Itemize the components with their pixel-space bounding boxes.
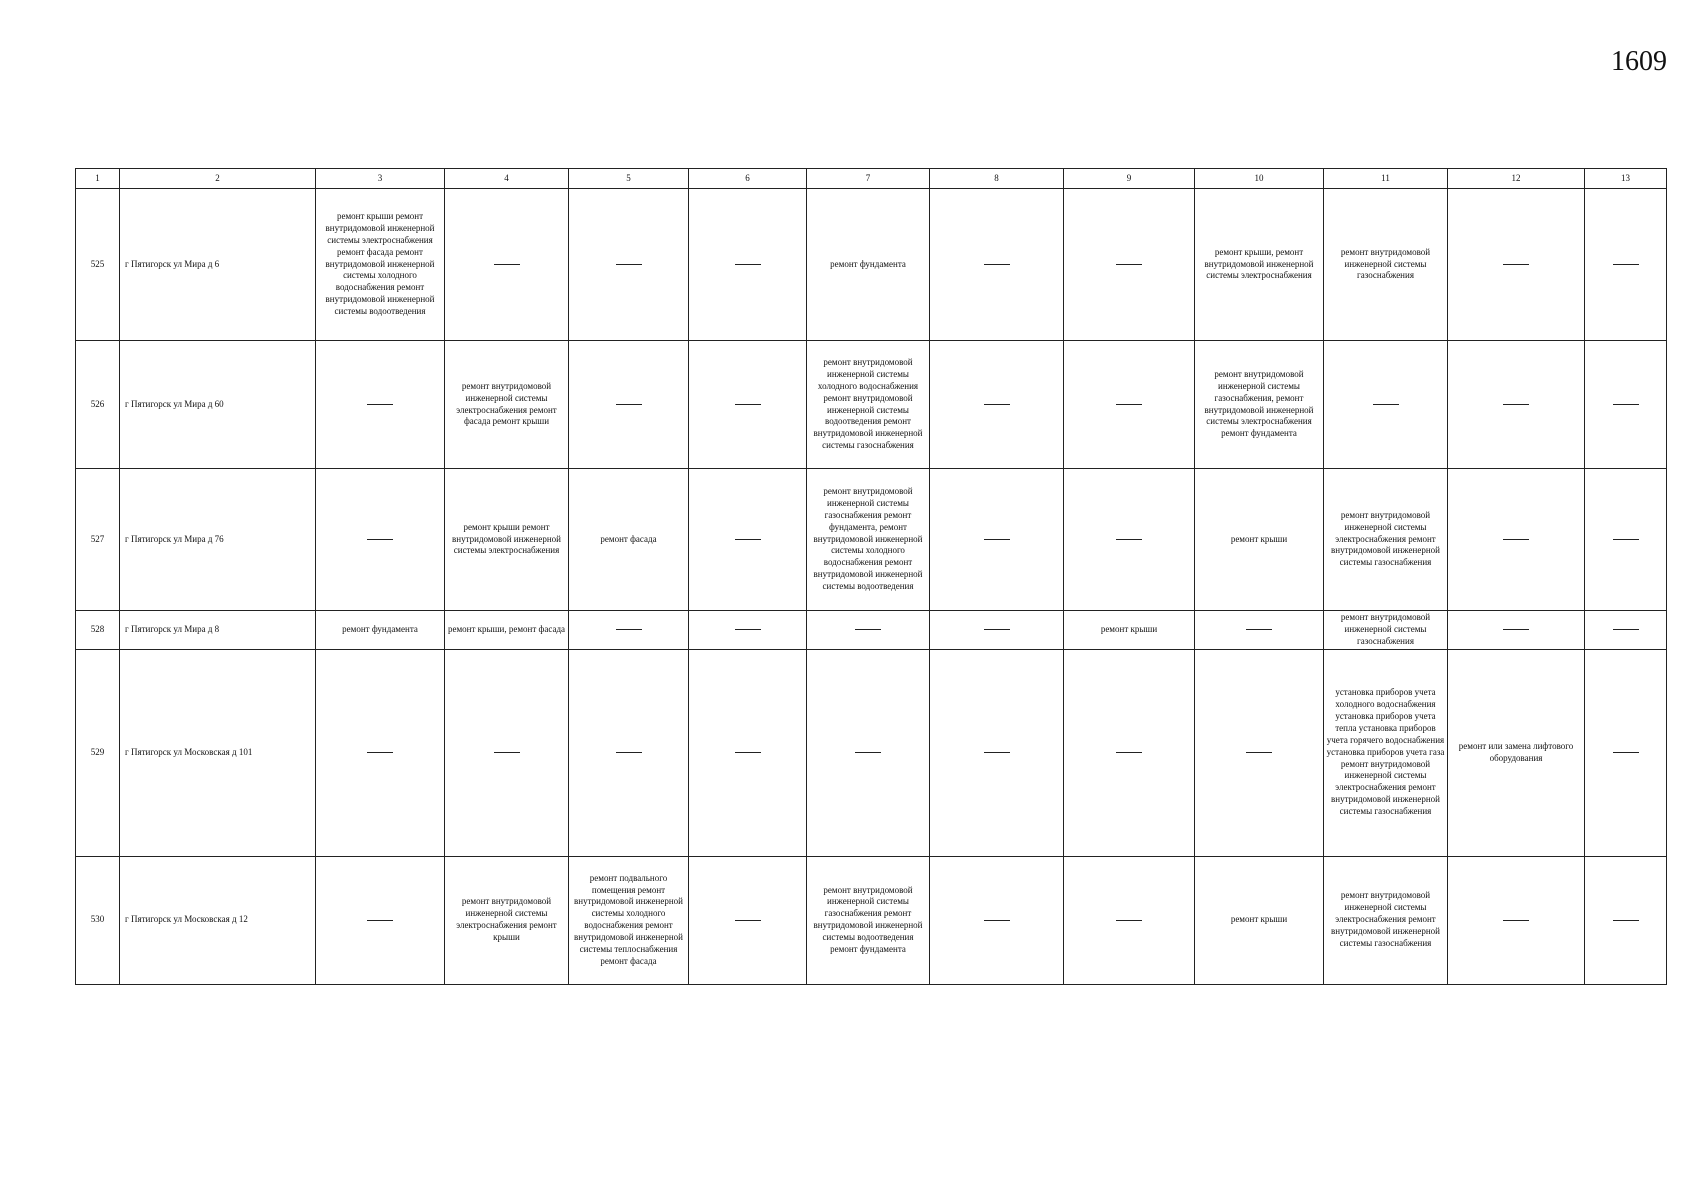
empty-dash	[1613, 752, 1639, 753]
empty-dash	[1613, 264, 1639, 265]
repair-schedule-table	[75, 168, 1667, 985]
table-cell: ремонт фасада	[569, 469, 689, 611]
table-cell	[1064, 856, 1195, 984]
table-cell: ремонт внутридомовой инженерной системы газоснабжения ремонт внутридомовой инженерной системы водоотведения ремонт фундамента	[807, 856, 930, 984]
empty-dash	[1613, 920, 1639, 921]
table-cell	[316, 469, 445, 611]
table-cell: ремонт подвального помещения ремонт внутридомовой инженерной системы холодного водоснабжения ремонт внутридомовой инженерной системы теплоснабжения ремонт фасада	[569, 856, 689, 984]
empty-dash	[984, 920, 1010, 921]
empty-dash	[1116, 404, 1142, 405]
empty-dash	[367, 920, 393, 921]
table-cell	[1448, 469, 1585, 611]
column-header: 2	[120, 169, 316, 189]
table-cell	[445, 189, 569, 341]
table-cell: ремонт крыши	[1195, 469, 1324, 611]
table-cell	[316, 341, 445, 469]
empty-dash	[1503, 539, 1529, 540]
table-cell	[689, 469, 807, 611]
empty-dash	[1116, 539, 1142, 540]
empty-dash	[1613, 404, 1639, 405]
empty-dash	[616, 752, 642, 753]
empty-dash	[735, 629, 761, 630]
table-row	[76, 469, 1667, 611]
table-cell	[930, 611, 1064, 650]
table-cell	[445, 649, 569, 856]
address-cell: г Пятигорск ул Мира д 8	[120, 611, 316, 650]
table-cell	[930, 856, 1064, 984]
table-cell	[316, 649, 445, 856]
table-row	[76, 341, 1667, 469]
empty-dash	[855, 752, 881, 753]
table-cell: ремонт крыши, ремонт фасада	[445, 611, 569, 650]
table-cell	[1064, 189, 1195, 341]
empty-dash	[1613, 629, 1639, 630]
empty-dash	[494, 752, 520, 753]
table-cell	[569, 649, 689, 856]
column-header: 12	[1448, 169, 1585, 189]
table-cell: ремонт внутридомовой инженерной системы холодного водоснабжения ремонт внутридомовой инженерной системы водоотведения ремонт внутридомовой инженерной системы газоснабжения	[807, 341, 930, 469]
table-cell	[930, 341, 1064, 469]
column-header: 8	[930, 169, 1064, 189]
table-cell	[1585, 189, 1667, 341]
table-cell	[930, 649, 1064, 856]
table-cell	[1448, 611, 1585, 650]
table-cell	[1064, 469, 1195, 611]
table-cell	[930, 469, 1064, 611]
table-cell: ремонт крыши	[1064, 611, 1195, 650]
table-cell	[807, 649, 930, 856]
table-cell: ремонт внутридомовой инженерной системы электроснабжения ремонт крыши	[445, 856, 569, 984]
table-row	[76, 189, 1667, 341]
empty-dash	[984, 539, 1010, 540]
empty-dash	[367, 752, 393, 753]
address-cell: г Пятигорск ул Мира д 76	[120, 469, 316, 611]
table-cell: ремонт крыши, ремонт внутридомовой инженерной системы электроснабжения	[1195, 189, 1324, 341]
column-header: 6	[689, 169, 807, 189]
table-cell: ремонт фундамента	[316, 611, 445, 650]
empty-dash	[616, 629, 642, 630]
header-row	[76, 169, 1667, 189]
address-cell: г Пятигорск ул Мира д 60	[120, 341, 316, 469]
column-header: 10	[1195, 169, 1324, 189]
table-cell: ремонт или замена лифтового оборудования	[1448, 649, 1585, 856]
page-number: 1609	[1611, 46, 1667, 77]
table-cell	[1585, 611, 1667, 650]
empty-dash	[984, 629, 1010, 630]
column-header: 4	[445, 169, 569, 189]
empty-dash	[1503, 404, 1529, 405]
address-cell: г Пятигорск ул Московская д 12	[120, 856, 316, 984]
empty-dash	[367, 404, 393, 405]
empty-dash	[984, 404, 1010, 405]
empty-dash	[616, 404, 642, 405]
table-cell	[1585, 341, 1667, 469]
table-row	[76, 649, 1667, 856]
empty-dash	[984, 264, 1010, 265]
table-cell	[689, 856, 807, 984]
table-cell	[689, 649, 807, 856]
empty-dash	[1246, 629, 1272, 630]
row-number: 525	[76, 189, 120, 341]
table-cell	[1585, 469, 1667, 611]
empty-dash	[1246, 752, 1272, 753]
column-header: 1	[76, 169, 120, 189]
table-cell	[1585, 649, 1667, 856]
table-cell	[1448, 189, 1585, 341]
column-header: 7	[807, 169, 930, 189]
row-number: 527	[76, 469, 120, 611]
row-number: 529	[76, 649, 120, 856]
table-cell	[930, 189, 1064, 341]
empty-dash	[1613, 539, 1639, 540]
table-cell: установка приборов учета холодного водоснабжения установка приборов учета тепла установка приборов учета горячего водоснабжения установка приборов учета газа ремонт внутридомовой инженерной системы электроснабжения ремонт внутридомовой инженерной системы газоснабжения	[1324, 649, 1448, 856]
table-cell: ремонт внутридомовой инженерной системы электроснабжения ремонт внутридомовой инженерной системы газоснабжения	[1324, 856, 1448, 984]
table-cell	[689, 341, 807, 469]
table-row	[76, 611, 1667, 650]
table-cell: ремонт фундамента	[807, 189, 930, 341]
empty-dash	[1116, 920, 1142, 921]
column-header: 9	[1064, 169, 1195, 189]
empty-dash	[855, 629, 881, 630]
empty-dash	[616, 264, 642, 265]
empty-dash	[984, 752, 1010, 753]
empty-dash	[1373, 404, 1399, 405]
empty-dash	[735, 539, 761, 540]
row-number: 528	[76, 611, 120, 650]
table-cell	[316, 856, 445, 984]
table-cell: ремонт крыши ремонт внутридомовой инженерной системы электроснабжения ремонт фасада ремонт внутридомовой инженерной системы холодного водоснабжения ремонт внутридомовой инженерной системы водоотведения	[316, 189, 445, 341]
table-cell	[807, 611, 930, 650]
column-header: 13	[1585, 169, 1667, 189]
table-row	[76, 856, 1667, 984]
table-cell	[689, 189, 807, 341]
column-header: 3	[316, 169, 445, 189]
table-cell	[1195, 649, 1324, 856]
table-cell: ремонт крыши ремонт внутридомовой инженерной системы электроснабжения	[445, 469, 569, 611]
table-cell	[1064, 341, 1195, 469]
table-cell	[689, 611, 807, 650]
table-cell	[1324, 341, 1448, 469]
empty-dash	[494, 264, 520, 265]
table-cell	[569, 341, 689, 469]
empty-dash	[1503, 629, 1529, 630]
table-cell	[569, 611, 689, 650]
empty-dash	[735, 264, 761, 265]
empty-dash	[1503, 264, 1529, 265]
table-cell	[569, 189, 689, 341]
table-cell: ремонт внутридомовой инженерной системы газоснабжения ремонт фундамента, ремонт внутридомовой инженерной системы холодного водоснабжения ремонт внутридомовой инженерной системы водоотведения	[807, 469, 930, 611]
empty-dash	[735, 920, 761, 921]
address-cell: г Пятигорск ул Московская д 101	[120, 649, 316, 856]
table-cell	[1448, 856, 1585, 984]
table-cell	[1064, 649, 1195, 856]
table-cell: ремонт внутридомовой инженерной системы газоснабжения	[1324, 611, 1448, 650]
empty-dash	[1503, 920, 1529, 921]
table-cell: ремонт крыши	[1195, 856, 1324, 984]
column-header: 11	[1324, 169, 1448, 189]
table-cell	[1585, 856, 1667, 984]
table-cell: ремонт внутридомовой инженерной системы газоснабжения, ремонт внутридомовой инженерной системы электроснабжения ремонт фундамента	[1195, 341, 1324, 469]
table-cell: ремонт внутридомовой инженерной системы электроснабжения ремонт внутридомовой инженерной системы газоснабжения	[1324, 469, 1448, 611]
row-number: 526	[76, 341, 120, 469]
empty-dash	[735, 404, 761, 405]
table-cell: ремонт внутридомовой инженерной системы электроснабжения ремонт фасада ремонт крыши	[445, 341, 569, 469]
column-header: 5	[569, 169, 689, 189]
empty-dash	[735, 752, 761, 753]
table-cell	[1195, 611, 1324, 650]
address-cell: г Пятигорск ул Мира д 6	[120, 189, 316, 341]
empty-dash	[367, 539, 393, 540]
table-cell	[1448, 341, 1585, 469]
empty-dash	[1116, 752, 1142, 753]
empty-dash	[1116, 264, 1142, 265]
row-number: 530	[76, 856, 120, 984]
table-cell: ремонт внутридомовой инженерной системы газоснабжения	[1324, 189, 1448, 341]
